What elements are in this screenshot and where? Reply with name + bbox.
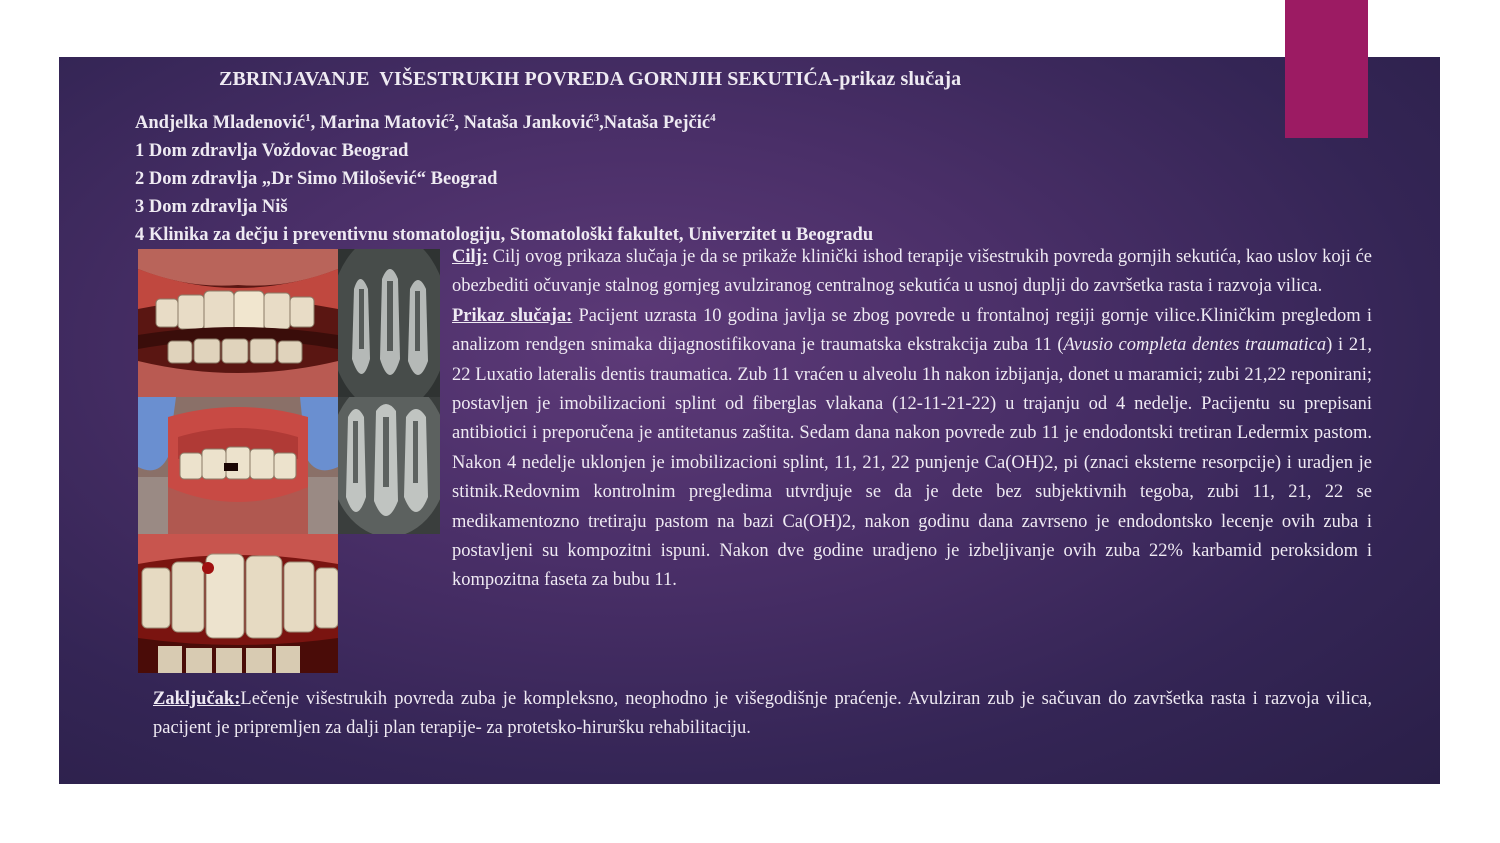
main-text-block <box>452 243 1372 596</box>
author-affiliation-number: 2 <box>448 112 455 124</box>
author-separator: , <box>454 113 464 134</box>
xray-followup <box>338 397 440 534</box>
author-affiliation-number: 4 <box>710 112 716 124</box>
conclusion-label: Zaključak: <box>153 689 241 709</box>
conclusion-text: Lečenje višestrukih povreda zuba je kompleksno, neophodno je višegodišnje praćenje. Avulziran zub je sačuvan do završetka rasta i razvoja vilica, pacijent je pripremljen za dalji plan terapije- za protetsko-hiruršku rehabilitaciju. <box>153 689 1372 739</box>
aim-text: Cilj ovog prikaza slučaja je da se prikaže klinički ishod terapije višestrukih povreda gornjih sekutića, kao uslov koji će obezbediti očuvanje stalnog gornjeg avulziranog centralnog sekutića u usnoj duplji do završetka rasta i razvoja vilica. <box>452 247 1372 297</box>
author-name: Nataša Pejčić <box>603 113 711 134</box>
case-text-part-2: ) i 21, 22 Luxatio lateralis dentis traumatica. Zub 11 vraćen u alveolu 1h nakon izbijanja, donet u maramici; zubi 21,22 reponirani; postavljen je imobilizacioni splint od fiberglas vlakana (12-11-21-22) u trajanju od 4 nedelje. Pacijentu su prepisani antibiotici i preporučena je antitetanus zaštita. Sedam dana nakon povrede zub 11 je endodontski tretiran Ledermix pastom. Nakon 4 nedelje uklonjen je imobilizacioni splint, 11, 21, 22 punjenje Ca(OH)2, pi (znaci eksterne resorpcije) i uradjen je stitnik.Redovnim kontrolnim pregledima utvrdjuje se da je dete bez subjektivnih tegoba, zubi 11, 21, 22 se medikamentozno tretiraju pastom na bazi Ca(OH)2, nakon godinu dana zavrseno je endodontsko lecenje ovih zuba i postavljeni su kompozitni ispuni. Nakon dve godine uradjeno je izbeljivanje ovih zuba 22% karbamid peroksidom i kompozitna faseta za bubu 11. <box>452 335 1372 591</box>
aim-paragraph <box>452 243 1372 302</box>
intraoral-photo-initial <box>138 249 338 397</box>
author-affiliation-number: 3 <box>593 112 600 124</box>
clinical-photo-collage <box>138 249 440 673</box>
case-label: Prikaz slučaja: <box>452 305 573 326</box>
author-separator: , <box>310 113 320 134</box>
affiliation-3: 3 Dom zdravlja Niš <box>135 197 288 218</box>
author-block <box>135 104 873 249</box>
conclusion-paragraph <box>153 685 1372 744</box>
affiliation-2: 2 Dom zdravlja „Dr Simo Milošević“ Beograd <box>135 169 498 190</box>
accent-tab-overlay <box>1285 57 1368 138</box>
author-line <box>135 104 873 137</box>
intraoral-photo-splint <box>138 397 338 534</box>
intraoral-photo-closeup <box>138 534 338 673</box>
author-name: Andjelka Mladenović <box>135 113 306 134</box>
aim-label: Cilj: <box>452 247 488 267</box>
case-text-part-1: Pacijent uzrasta 10 godina javlja se zbog povrede u frontalnoj regiji gornje vilice.Kliničkim pregledom i analizom rendgen snimaka dijagnostifikovana je traumatska ekstrakcija zuba 11 ( <box>452 305 1373 356</box>
author-affiliation-number: 1 <box>305 112 311 124</box>
affiliation-4: 4 Klinika za dečju i preventivnu stomatologiju, Stomatološki fakultet, Univerzitet u Beogradu <box>135 225 874 246</box>
poster-title: ZBRINJAVANJE VIŠESTRUKIH POVREDA GORNJIH SEKUTIĆA-prikaz slučaja <box>219 68 962 90</box>
author-separator: , <box>599 113 604 134</box>
case-paragraph <box>452 302 1372 596</box>
xray-initial <box>338 249 440 397</box>
author-name: Nataša Janković <box>463 113 594 134</box>
author-name: Marina Matović <box>319 113 449 134</box>
case-diagnosis-italic: Avusio completa dentes traumatica <box>1063 335 1327 356</box>
affiliation-1: 1 Dom zdravlja Voždovac Beograd <box>135 141 409 162</box>
